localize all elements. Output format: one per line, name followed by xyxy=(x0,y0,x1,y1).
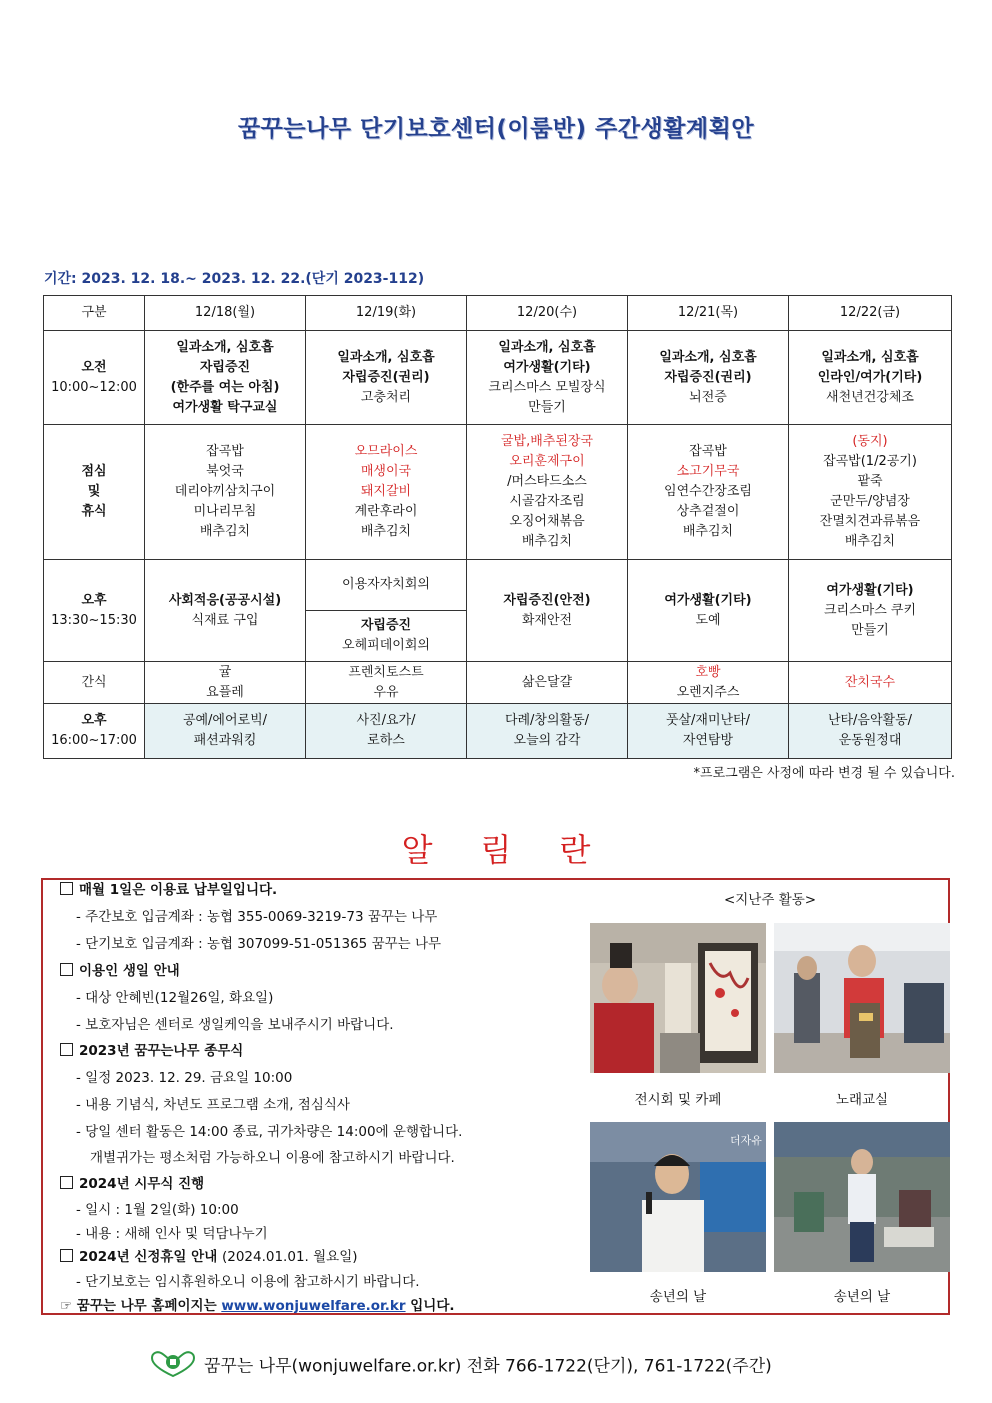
lunch-row xyxy=(44,425,952,560)
snack-row xyxy=(44,662,952,704)
notice-line: - 일시 : 1월 2일(화) 10:00 xyxy=(76,1202,239,1218)
sign-text: 더자유 xyxy=(730,1134,762,1147)
lunch-label: 점심 및 휴식 xyxy=(44,425,145,560)
afternoon-tue-bottom: 자립증진 오헤피데이회의 xyxy=(306,611,467,662)
notice-line: - 단기보호는 임시휴원하오니 이용에 참고하시기 바랍니다. xyxy=(76,1274,420,1290)
morning-fri: 일과소개, 심호흡 인라인/여가(기타) 새천년건강체조 xyxy=(789,331,952,425)
late-wed: 다례/창의활동/ 오늘의 감각 xyxy=(467,704,628,759)
notice-heading-birthday: 이용인 생일 안내 xyxy=(60,959,180,979)
morning-wed: 일과소개, 심호흡 여가생활(기타) 크리스마스 모빌장식 만들기 xyxy=(467,331,628,425)
morning-label: 오전 10:00~12:00 xyxy=(44,331,145,425)
late-label: 오후 16:00~17:00 xyxy=(44,704,145,759)
lunch-tue: 오므라이스 매생이국 돼지갈비 계란후라이 배추김치 xyxy=(306,425,467,560)
snack-label: 간식 xyxy=(44,662,145,704)
notice-line: - 단기보호 입금계좌 : 농협 307099-51-051365 꿈꾸는 나무 xyxy=(76,936,442,952)
col-header-fri: 12/22(금) xyxy=(789,296,952,331)
gallery-title: <지난주 활동> xyxy=(723,892,817,908)
checkbox-square-icon xyxy=(60,1176,73,1189)
checkbox-square-icon xyxy=(60,1249,73,1262)
afternoon-mon: 사회적응(공공시설) 식재료 구입 xyxy=(145,560,306,662)
photo-year-end-party-1 xyxy=(590,1122,766,1272)
lunch-mon: 잡곡밥 북엇국 데리야끼삼치구이 미나리무침 배추김치 xyxy=(145,425,306,560)
notice-line: - 보호자님은 센터로 생일케익을 보내주시기 바랍니다. xyxy=(76,1017,394,1033)
afternoon-label: 오후 13:30~15:30 xyxy=(44,560,145,662)
col-header-wed: 12/20(수) xyxy=(467,296,628,331)
col-header-thu: 12/21(목) xyxy=(628,296,789,331)
caption-photo-3: 송년의 날 xyxy=(649,1289,707,1305)
checkbox-square-icon xyxy=(60,1043,73,1056)
notice-heading-fee: 매월 1일은 이용료 납부일입니다. xyxy=(60,878,277,898)
photo-year-end-party-2 xyxy=(774,1122,950,1272)
morning-mon: 일과소개, 심호흡 자립증진 (한주를 여는 아침) 여가생활 탁구교실 xyxy=(145,331,306,425)
col-header-category: 구분 xyxy=(44,296,145,331)
page-title: 꿈꾸는나무 단기보호센터(이룸반) 주간생활계획안 xyxy=(237,116,755,142)
center-logo-icon xyxy=(150,1350,196,1383)
snack-tue: 프렌치토스트 우유 xyxy=(306,662,467,704)
notice-line: - 주간보호 입금계좌 : 농협 355-0069-3219-73 꿈꾸는 나무 xyxy=(76,909,438,925)
snack-wed: 삶은달걀 xyxy=(467,662,628,704)
morning-tue: 일과소개, 심호흡 자립증진(권리) 고충처리 xyxy=(306,331,467,425)
afternoon-thu: 여가생활(기타) 도예 xyxy=(628,560,789,662)
afternoon-wed: 자립증진(안전) 화재안전 xyxy=(467,560,628,662)
photo-singing-class xyxy=(774,923,950,1073)
lunch-fri: (동지) 잡곡밥(1/2공기) 팥죽 군만두/양념장 잔멸치견과류볶음 배추김치 xyxy=(789,425,952,560)
lunch-thu: 잡곡밥 소고기무국 임연수간장조림 상추겉절이 배추김치 xyxy=(628,425,789,560)
caption-photo-4: 송년의 날 xyxy=(833,1289,891,1305)
notice-line: - 내용 기념식, 차년도 프로그램 소개, 점심식사 xyxy=(76,1097,350,1113)
col-header-mon: 12/18(월) xyxy=(145,296,306,331)
notice-line: - 일정 2023. 12. 29. 금요일 10:00 xyxy=(76,1070,293,1086)
snack-thu: 호빵 오렌지주스 xyxy=(628,662,789,704)
photo-exhibition-cafe xyxy=(590,923,766,1073)
notice-title: 알림란 xyxy=(401,831,639,869)
caption-photo-2: 노래교실 xyxy=(835,1092,889,1108)
late-fri: 난타/음악활동/ 운동원정대 xyxy=(789,704,952,759)
afternoon-tue-top: 이용자자치회의 xyxy=(306,560,467,611)
late-afternoon-row xyxy=(44,704,952,759)
checkbox-square-icon xyxy=(60,963,73,976)
header-row xyxy=(44,296,952,331)
schedule-note: *프로그램은 사정에 따라 변경 될 수 있습니다. xyxy=(693,766,955,781)
footer-contact: 꿈꾸는 나무(wonjuwelfare.or.kr) 전화 766-1722(단기), 761-1722(주간) xyxy=(150,1350,772,1383)
late-tue: 사진/요가/ 로하스 xyxy=(306,704,467,759)
snack-fri: 잔치국수 xyxy=(789,662,952,704)
homepage-line: ☞ 꿈꾸는 나무 홈페이지는 www.wonjuwelfare.or.kr 입니다. xyxy=(60,1298,455,1314)
snack-mon: 귤 요플레 xyxy=(145,662,306,704)
notice-line: 개별귀가는 평소처럼 가능하오니 이용에 참고하시기 바랍니다. xyxy=(90,1150,455,1166)
schedule-period: 기간: 2023. 12. 18.~ 2023. 12. 22.(단기 2023-112) xyxy=(44,271,425,287)
col-header-tue: 12/19(화) xyxy=(306,296,467,331)
notice-heading-holiday: 2024년 신정휴일 안내 (2024.01.01. 월요일) xyxy=(60,1245,358,1265)
morning-thu: 일과소개, 심호흡 자립증진(권리) 뇌전증 xyxy=(628,331,789,425)
notice-line: - 내용 : 새해 인사 및 덕담나누기 xyxy=(76,1226,268,1242)
checkbox-square-icon xyxy=(60,882,73,895)
homepage-link[interactable]: www.wonjuwelfare.or.kr xyxy=(221,1298,406,1314)
weekly-schedule-table xyxy=(43,295,952,759)
notice-heading-opening: 2024년 시무식 진행 xyxy=(60,1172,204,1192)
morning-row xyxy=(44,331,952,425)
caption-photo-1: 전시회 및 카페 xyxy=(634,1092,722,1108)
notice-heading-closing: 2023년 꿈꾸는나무 종무식 xyxy=(60,1039,243,1059)
late-thu: 풋살/재미난타/ 자연탐방 xyxy=(628,704,789,759)
lunch-wed: 굴밥,배추된장국 오리훈제구이 /머스타드소스 시골감자조림 오징어채볶음 배추김치 xyxy=(467,425,628,560)
afternoon-row-top xyxy=(44,560,952,611)
late-mon: 공예/에어로빅/ 패션과워킹 xyxy=(145,704,306,759)
afternoon-fri: 여가생활(기타) 크리스마스 쿠키 만들기 xyxy=(789,560,952,662)
notice-line: - 대상 안혜빈(12월26일, 화요일) xyxy=(76,990,274,1006)
notice-line: - 당일 센터 활동은 14:00 종료, 귀가차량은 14:00에 운행합니다. xyxy=(76,1124,463,1140)
